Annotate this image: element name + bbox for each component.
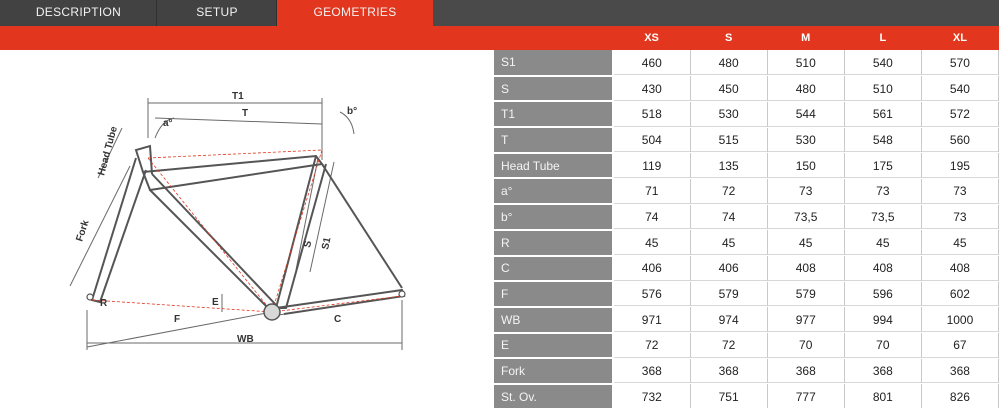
table-row [494, 204, 999, 230]
table-cell: 801 [844, 384, 921, 408]
column-header-xs: XS [613, 26, 690, 50]
table-cell: 45 [921, 230, 998, 256]
label-fork: Fork [74, 218, 92, 243]
table-cell: 71 [613, 178, 690, 204]
row-label: F [494, 281, 613, 307]
column-header-l: L [844, 26, 921, 50]
table-cell: 73 [921, 178, 998, 204]
table-row [494, 256, 999, 282]
table-cell: 544 [767, 101, 844, 127]
table-cell: 119 [613, 153, 690, 179]
table-row [494, 358, 999, 384]
frame-geometry-diagram [0, 50, 494, 408]
table-cell: 994 [844, 307, 921, 333]
table-cell: 540 [921, 76, 998, 102]
table-cell: 504 [613, 127, 690, 153]
row-label: Head Tube [494, 153, 613, 179]
label-s: S [302, 239, 315, 249]
table-cell: 72 [690, 333, 767, 359]
label-s1: S1 [320, 236, 334, 251]
row-label: E [494, 333, 613, 359]
table-cell: 175 [844, 153, 921, 179]
table-cell: 480 [690, 50, 767, 76]
row-label: St. Ov. [494, 384, 613, 408]
row-label: a° [494, 178, 613, 204]
column-header-xl: XL [921, 26, 998, 50]
row-label: b° [494, 204, 613, 230]
table-row [494, 178, 999, 204]
label-r: R [100, 298, 108, 309]
table-cell: 73 [844, 178, 921, 204]
column-header-s: S [690, 26, 767, 50]
table-cell: 135 [690, 153, 767, 179]
table-header-row [494, 26, 999, 50]
tab-geometries[interactable]: GEOMETRIES [277, 0, 433, 26]
table-row [494, 281, 999, 307]
table-row [494, 127, 999, 153]
table-cell: 73 [921, 204, 998, 230]
table-cell: 70 [767, 333, 844, 359]
table-cell: 408 [767, 256, 844, 282]
table-cell: 572 [921, 101, 998, 127]
table-cell: 72 [690, 178, 767, 204]
table-cell: 974 [690, 307, 767, 333]
label-c: C [334, 314, 342, 325]
table-cell: 530 [767, 127, 844, 153]
table-cell: 195 [921, 153, 998, 179]
column-header-m: M [767, 26, 844, 50]
row-label: T [494, 127, 613, 153]
table-cell: 1000 [921, 307, 998, 333]
row-label: R [494, 230, 613, 256]
geometry-table [494, 26, 999, 408]
table-row [494, 307, 999, 333]
table-cell: 406 [690, 256, 767, 282]
table-row [494, 153, 999, 179]
table-cell: 579 [767, 281, 844, 307]
table-cell: 518 [613, 101, 690, 127]
table-cell: 579 [690, 281, 767, 307]
table-cell: 368 [921, 358, 998, 384]
table-row [494, 384, 999, 408]
table-cell: 561 [844, 101, 921, 127]
table-cell: 368 [844, 358, 921, 384]
table-cell: 540 [844, 50, 921, 76]
table-cell: 826 [921, 384, 998, 408]
table-cell: 450 [690, 76, 767, 102]
tab-description[interactable]: DESCRIPTION [0, 0, 157, 26]
table-cell: 560 [921, 127, 998, 153]
label-wb: WB [237, 334, 254, 345]
bottom-bracket [264, 304, 280, 320]
row-label: Fork [494, 358, 613, 384]
table-cell: 732 [613, 384, 690, 408]
table-cell: 515 [690, 127, 767, 153]
table-cell: 70 [844, 333, 921, 359]
label-head-tube: Head Tube [96, 125, 120, 177]
table-cell: 150 [767, 153, 844, 179]
table-cell: 430 [613, 76, 690, 102]
table-cell: 73,5 [844, 204, 921, 230]
table-row [494, 50, 999, 76]
table-cell: 408 [844, 256, 921, 282]
label-t1: T1 [232, 91, 244, 102]
row-label: C [494, 256, 613, 282]
table-cell: 45 [767, 230, 844, 256]
table-cell: 45 [690, 230, 767, 256]
table-cell: 510 [767, 50, 844, 76]
table-cell: 74 [613, 204, 690, 230]
table-cell: 570 [921, 50, 998, 76]
table-cell: 67 [921, 333, 998, 359]
table-cell: 602 [921, 281, 998, 307]
table-cell: 751 [690, 384, 767, 408]
table-cell: 460 [613, 50, 690, 76]
table-cell: 977 [767, 307, 844, 333]
table-cell: 406 [613, 256, 690, 282]
table-cell: 45 [613, 230, 690, 256]
table-cell: 548 [844, 127, 921, 153]
table-header-corner [494, 26, 613, 50]
label-a: a° [163, 118, 173, 129]
row-label: WB [494, 307, 613, 333]
row-label: S1 [494, 50, 613, 76]
table-cell: 777 [767, 384, 844, 408]
table-row [494, 230, 999, 256]
label-e: E [212, 297, 219, 308]
table-cell: 45 [844, 230, 921, 256]
table-row [494, 333, 999, 359]
table-cell: 510 [844, 76, 921, 102]
table-cell: 368 [690, 358, 767, 384]
label-b: b° [347, 106, 358, 117]
table-cell: 74 [690, 204, 767, 230]
table-cell: 368 [767, 358, 844, 384]
table-cell: 530 [690, 101, 767, 127]
tab-bar [0, 0, 999, 26]
label-f: F [174, 314, 181, 325]
table-row [494, 101, 999, 127]
table-cell: 73 [767, 178, 844, 204]
tab-setup[interactable]: SETUP [157, 0, 277, 26]
table-row [494, 76, 999, 102]
table-cell: 480 [767, 76, 844, 102]
table-cell: 408 [921, 256, 998, 282]
table-cell: 368 [613, 358, 690, 384]
row-label: S [494, 76, 613, 102]
label-t: T [242, 108, 249, 119]
row-label: T1 [494, 101, 613, 127]
table-cell: 576 [613, 281, 690, 307]
table-cell: 72 [613, 333, 690, 359]
table-cell: 596 [844, 281, 921, 307]
table-cell: 73,5 [767, 204, 844, 230]
table-cell: 971 [613, 307, 690, 333]
